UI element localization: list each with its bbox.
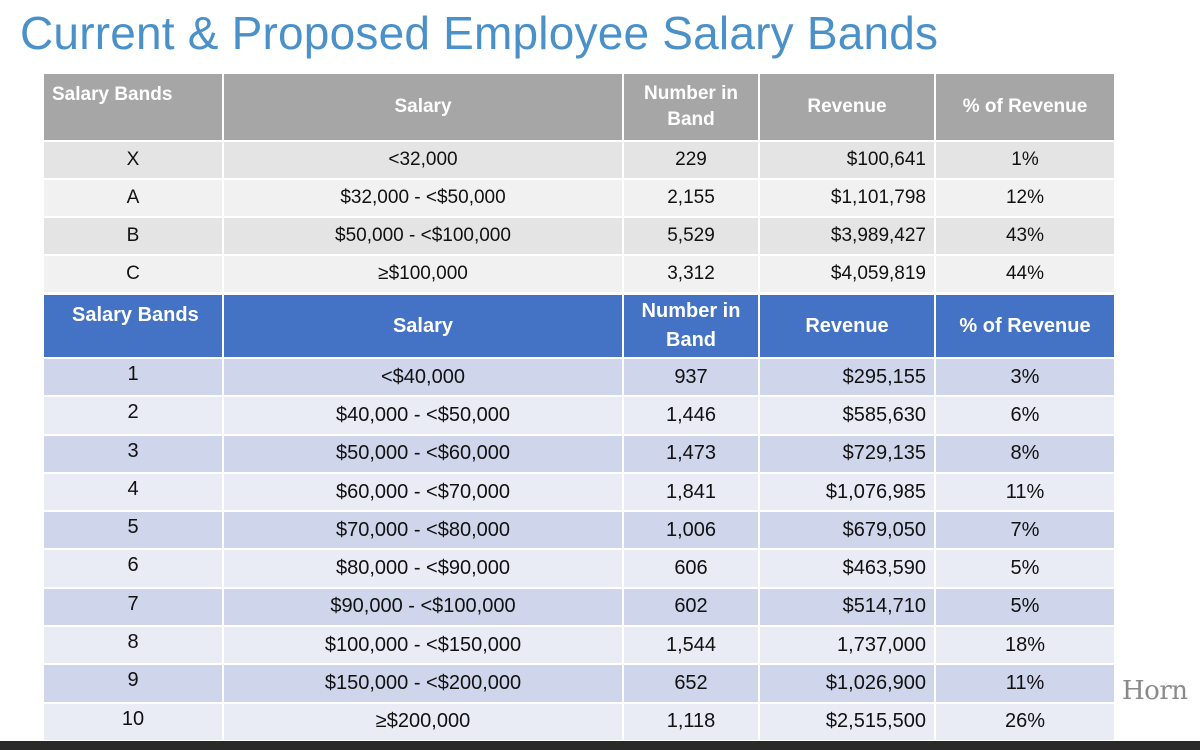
revenue-cell: $729,135 <box>760 436 936 474</box>
number-in-band-cell: 1,118 <box>624 704 760 742</box>
header-percent-revenue: % of Revenue <box>936 74 1116 142</box>
table-row <box>44 627 1116 665</box>
header-salary-bands: Salary Bands <box>44 74 224 142</box>
percent-revenue-cell: 6% <box>936 397 1116 435</box>
salary-cell: $32,000 - <$50,000 <box>224 180 624 218</box>
number-in-band-cell: 229 <box>624 142 760 180</box>
revenue-cell: $4,059,819 <box>760 256 936 294</box>
band-cell: A <box>44 180 224 218</box>
band-cell: X <box>44 142 224 180</box>
salary-cell: $70,000 - <$80,000 <box>224 512 624 550</box>
salary-cell: $40,000 - <$50,000 <box>224 397 624 435</box>
revenue-cell: $1,076,985 <box>760 474 936 512</box>
percent-revenue-cell: 5% <box>936 589 1116 627</box>
table-row <box>44 589 1116 627</box>
proposed-salary-bands-table <box>44 295 1116 742</box>
revenue-cell: 1,737,000 <box>760 627 936 665</box>
header-revenue: Revenue <box>760 295 936 359</box>
revenue-cell: $514,710 <box>760 589 936 627</box>
percent-revenue-cell: 12% <box>936 180 1116 218</box>
percent-revenue-cell: 11% <box>936 665 1116 703</box>
salary-cell: <$40,000 <box>224 359 624 397</box>
salary-cell: ≥$100,000 <box>224 256 624 294</box>
number-in-band-cell: 1,544 <box>624 627 760 665</box>
header-number-in-band: Number in Band <box>624 74 760 142</box>
salary-cell: $50,000 - <$100,000 <box>224 218 624 256</box>
number-in-band-cell: 1,473 <box>624 436 760 474</box>
proposed-header-row <box>44 295 1116 359</box>
current-header-row <box>44 74 1116 142</box>
table-row <box>44 359 1116 397</box>
number-in-band-cell: 3,312 <box>624 256 760 294</box>
percent-revenue-cell: 5% <box>936 550 1116 588</box>
table-row <box>44 550 1116 588</box>
percent-revenue-cell: 44% <box>936 256 1116 294</box>
table-row <box>44 397 1116 435</box>
percent-revenue-cell: 1% <box>936 142 1116 180</box>
revenue-cell: $295,155 <box>760 359 936 397</box>
header-revenue: Revenue <box>760 74 936 142</box>
band-cell: 8 <box>44 627 224 665</box>
band-cell: 3 <box>44 436 224 474</box>
number-in-band-cell: 2,155 <box>624 180 760 218</box>
percent-revenue-cell: 18% <box>936 627 1116 665</box>
revenue-cell: $2,515,500 <box>760 704 936 742</box>
current-salary-bands-table <box>44 74 1116 294</box>
table-row <box>44 704 1116 742</box>
band-cell: B <box>44 218 224 256</box>
percent-revenue-cell: 8% <box>936 436 1116 474</box>
salary-cell: $90,000 - <$100,000 <box>224 589 624 627</box>
salary-cell: <32,000 <box>224 142 624 180</box>
number-in-band-cell: 606 <box>624 550 760 588</box>
slide-title: Current & Proposed Employee Salary Bands <box>20 7 939 59</box>
percent-revenue-cell: 7% <box>936 512 1116 550</box>
table-row <box>44 665 1116 703</box>
number-in-band-cell: 5,529 <box>624 218 760 256</box>
revenue-cell: $463,590 <box>760 550 936 588</box>
band-cell: 10 <box>44 704 224 742</box>
band-cell: 4 <box>44 474 224 512</box>
header-salary-bands: Salary Bands <box>44 295 224 359</box>
footer-bar <box>0 741 1200 750</box>
salary-cell: ≥$200,000 <box>224 704 624 742</box>
number-in-band-cell: 602 <box>624 589 760 627</box>
percent-revenue-cell: 3% <box>936 359 1116 397</box>
band-cell: 9 <box>44 665 224 703</box>
table-row <box>44 256 1116 294</box>
table-row <box>44 436 1116 474</box>
salary-cell: $150,000 - <$200,000 <box>224 665 624 703</box>
percent-revenue-cell: 26% <box>936 704 1116 742</box>
band-cell: 5 <box>44 512 224 550</box>
band-cell: 7 <box>44 589 224 627</box>
revenue-cell: $679,050 <box>760 512 936 550</box>
revenue-cell: $100,641 <box>760 142 936 180</box>
revenue-cell: $1,101,798 <box>760 180 936 218</box>
header-salary: Salary <box>224 74 624 142</box>
band-cell: 1 <box>44 359 224 397</box>
revenue-cell: $585,630 <box>760 397 936 435</box>
band-cell: C <box>44 256 224 294</box>
header-percent-revenue: % of Revenue <box>936 295 1116 359</box>
table-row <box>44 512 1116 550</box>
number-in-band-cell: 1,446 <box>624 397 760 435</box>
revenue-cell: $1,026,900 <box>760 665 936 703</box>
header-salary: Salary <box>224 295 624 359</box>
header-number-in-band: Number in Band <box>624 295 760 359</box>
table-row <box>44 142 1116 180</box>
number-in-band-cell: 652 <box>624 665 760 703</box>
salary-cell: $50,000 - <$60,000 <box>224 436 624 474</box>
table-row <box>44 474 1116 512</box>
number-in-band-cell: 937 <box>624 359 760 397</box>
percent-revenue-cell: 43% <box>936 218 1116 256</box>
table-row <box>44 218 1116 256</box>
salary-cell: $60,000 - <$70,000 <box>224 474 624 512</box>
number-in-band-cell: 1,006 <box>624 512 760 550</box>
salary-cell: $80,000 - <$90,000 <box>224 550 624 588</box>
salary-cell: $100,000 - <$150,000 <box>224 627 624 665</box>
company-logo: Horn <box>1122 676 1188 706</box>
percent-revenue-cell: 11% <box>936 474 1116 512</box>
band-cell: 2 <box>44 397 224 435</box>
band-cell: 6 <box>44 550 224 588</box>
number-in-band-cell: 1,841 <box>624 474 760 512</box>
table-row <box>44 180 1116 218</box>
revenue-cell: $3,989,427 <box>760 218 936 256</box>
